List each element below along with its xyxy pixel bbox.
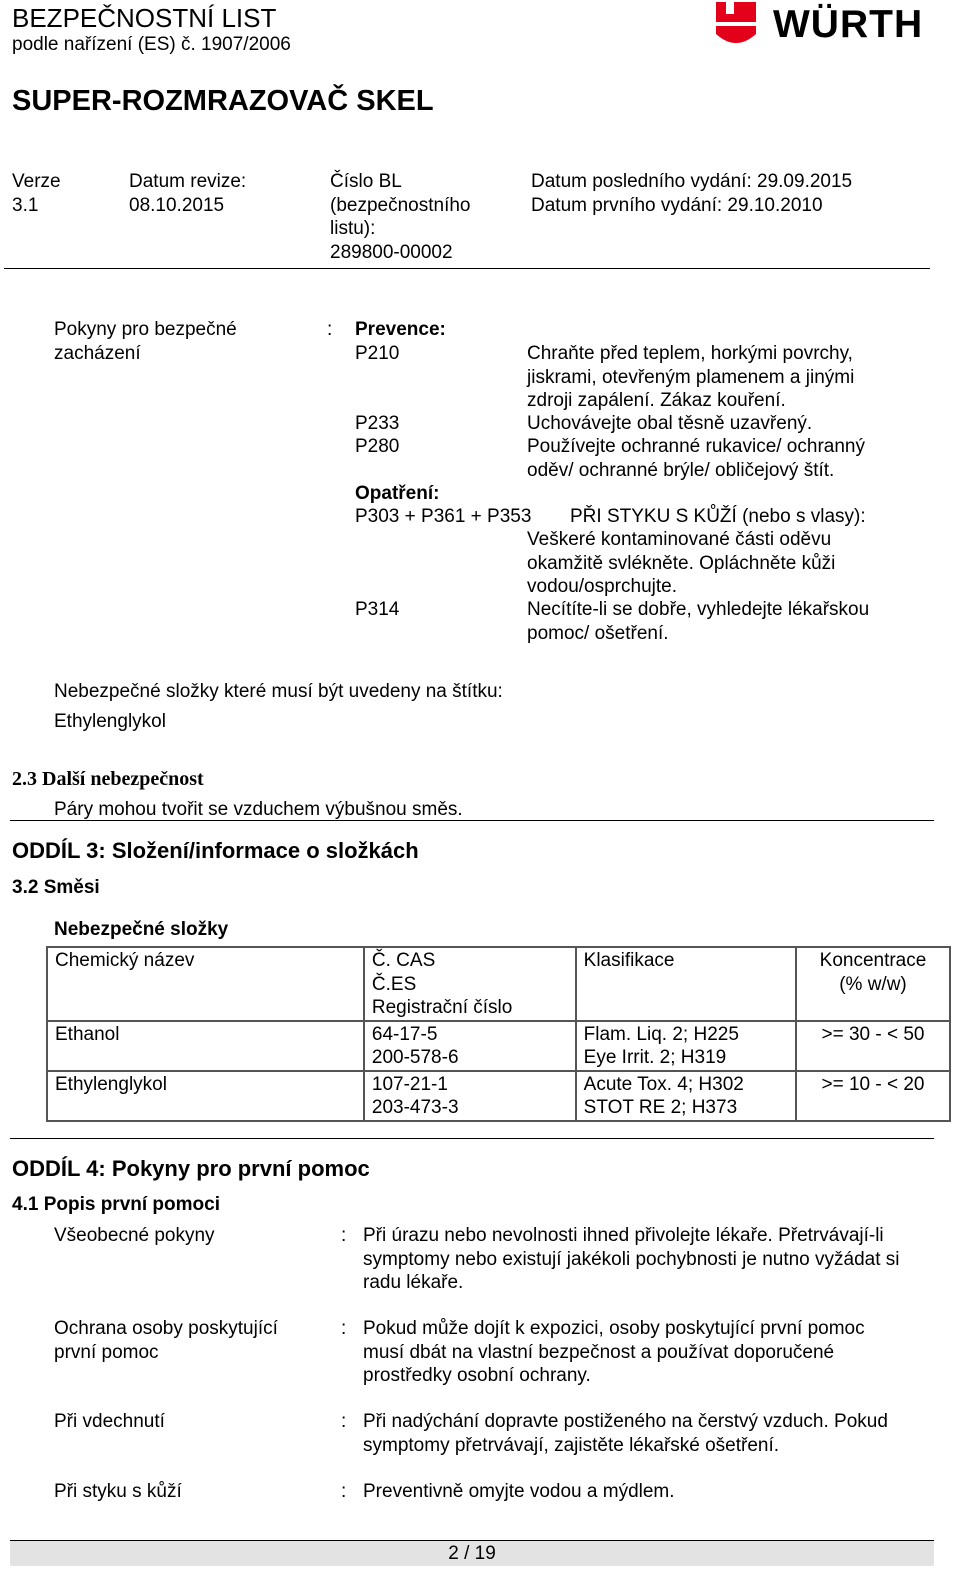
column-header-chemical-name: Chemický název (47, 947, 364, 1021)
p210-code: P210 (355, 343, 400, 364)
cell-chemical-name: Ethanol (47, 1021, 364, 1071)
p314-code: P314 (355, 599, 400, 620)
cell-cas: 107-21-1 203-473-3 (364, 1071, 576, 1121)
wurth-logo-icon (713, 0, 759, 48)
first-aid-text-skin: Preventivně omyjte vodou a mýdlem. (363, 1481, 675, 1502)
cell-cas: 64-17-5 200-578-6 (364, 1021, 576, 1071)
precautions-colon: : (327, 319, 333, 340)
bl-number-value: 289800-00002 (330, 241, 453, 263)
bl-number-block (330, 170, 471, 264)
first-aid-label-general: Všeobecné pokyny (54, 1225, 215, 1246)
section-4-1-heading: 4.1 Popis první pomoci (12, 1194, 220, 1215)
p303-code: P303 + P361 + P353 (355, 506, 532, 527)
p280-code: P280 (355, 436, 400, 457)
precautions-label-line-2: zacházení (54, 342, 141, 364)
brand-wordmark: WÜRTH (773, 3, 924, 46)
label-components-value: Ethylenglykol (54, 711, 166, 732)
hazardous-components-title: Nebezpečné složky (54, 919, 229, 940)
section-2-3-heading: 2.3 Další nebezpečnost (12, 768, 204, 790)
wurth-logo (713, 0, 933, 50)
first-aid-label-responder: Ochrana osoby poskytující první pomoc (54, 1318, 278, 1363)
p314-text: Necítíte-li se dobře, vyhledejte lékařskou pomoc/ ošetření. (527, 599, 870, 644)
revision-value: 08.10.2015 (129, 194, 225, 216)
first-aid-colon: : (341, 1225, 347, 1246)
first-aid-colon: : (341, 1481, 347, 1502)
last-issue-date: Datum posledního vydání: 29.09.2015 (531, 171, 853, 192)
first-aid-colon: : (341, 1318, 347, 1339)
revision-label: Datum revize: (129, 171, 247, 192)
document-title: BEZPEČNOSTNÍ LIST (12, 3, 277, 33)
first-issue-date: Datum prvního vydání: 29.10.2010 (531, 194, 823, 216)
first-aid-text-responder: Pokud může dojít k expozici, osoby poskytující první pomoc musí dbát na vlastní bezpečnost a používat doporučené prostředky osobní ochrany. (363, 1318, 865, 1386)
cell-classification: Flam. Liq. 2; H225 Eye Irrit. 2; H319 (576, 1021, 796, 1071)
version-label: Verze (12, 171, 61, 192)
cell-concentration: >= 30 - < 50 (796, 1021, 950, 1071)
column-header-concentration: Koncentrace (% w/w) (796, 947, 950, 1021)
label-components-heading: Nebezpečné složky které musí být uvedeny na štítku: (54, 681, 503, 702)
regulation-subtitle: podle nařízení (ES) č. 1907/2006 (12, 34, 291, 55)
revision-block (129, 170, 246, 217)
bl-number-label-2: (bezpečnostního (330, 194, 471, 216)
column-header-cas: Č. CAS Č.ES Registrační číslo (364, 947, 576, 1021)
first-aid-text-inhalation: Při nadýchání dopravte postiženého na čerstvý vzduch. Pokud symptomy přetrvávají, zajistěte lékařské ošetření. (363, 1411, 888, 1456)
table-row (47, 1071, 950, 1121)
p303-text-heading: PŘI STYKU S KŮŽÍ (nebo s vlasy): (570, 506, 866, 527)
product-name: SUPER-ROZMRAZOVAČ SKEL (12, 85, 434, 117)
bl-number-label-1: Číslo BL (330, 171, 402, 192)
cell-concentration: >= 10 - < 20 (796, 1071, 950, 1121)
section-3-divider (10, 820, 934, 821)
p210-text: Chraňte před teplem, horkými povrchy, jiskrami, otevřeným plamenem a jinými zdroji zapálení. Zákaz kouření. (527, 343, 855, 411)
prevention-heading: Prevence: (355, 319, 446, 340)
section-4-heading: ODDÍL 4: Pokyny pro první pomoc (12, 1156, 370, 1181)
first-aid-colon: : (341, 1411, 347, 1432)
precautions-label-line-1: Pokyny pro bezpečné (54, 319, 237, 340)
section-3-heading: ODDÍL 3: Složení/informace o složkách (12, 838, 419, 863)
p233-code: P233 (355, 413, 400, 434)
section-2-3-text: Páry mohou tvořit se vzduchem výbušnou směs. (54, 799, 463, 820)
precautions-label (54, 318, 237, 365)
page-number: 2 / 19 (10, 1540, 934, 1566)
issue-dates-block (531, 170, 852, 217)
p280-text: Používejte ochranné rukavice/ ochranný oděv/ ochranné brýle/ obličejový štít. (527, 436, 865, 481)
version-value: 3.1 (12, 194, 39, 216)
response-heading: Opatření: (355, 483, 440, 504)
column-header-classification: Klasifikace (576, 947, 796, 1021)
section-3-2-heading: 3.2 Směsi (12, 877, 100, 898)
table-header-row (47, 947, 950, 1021)
p303-text: Veškeré kontaminované části oděvu okamžitě svlékněte. Opláchněte kůži vodou/osprchujte. (527, 529, 836, 597)
first-aid-label-inhalation: Při vdechnutí (54, 1411, 165, 1432)
composition-table (46, 946, 951, 1122)
table-row (47, 1021, 950, 1071)
version-block (12, 170, 61, 217)
first-aid-text-general: Při úrazu nebo nevolnosti ihned přivolejte lékaře. Přetrvávají-li symptomy nebo existují jakékoli pochybnosti je nutno vyžádat si radu lékaře. (363, 1225, 900, 1293)
cell-chemical-name: Ethylenglykol (47, 1071, 364, 1121)
section-4-divider (10, 1138, 934, 1139)
header-divider (4, 268, 930, 269)
cell-classification: Acute Tox. 4; H302 STOT RE 2; H373 (576, 1071, 796, 1121)
p233-text: Uchovávejte obal těsně uzavřený. (527, 413, 813, 434)
first-aid-label-skin: Při styku s kůží (54, 1481, 182, 1502)
bl-number-label-3: listu): (330, 218, 376, 239)
